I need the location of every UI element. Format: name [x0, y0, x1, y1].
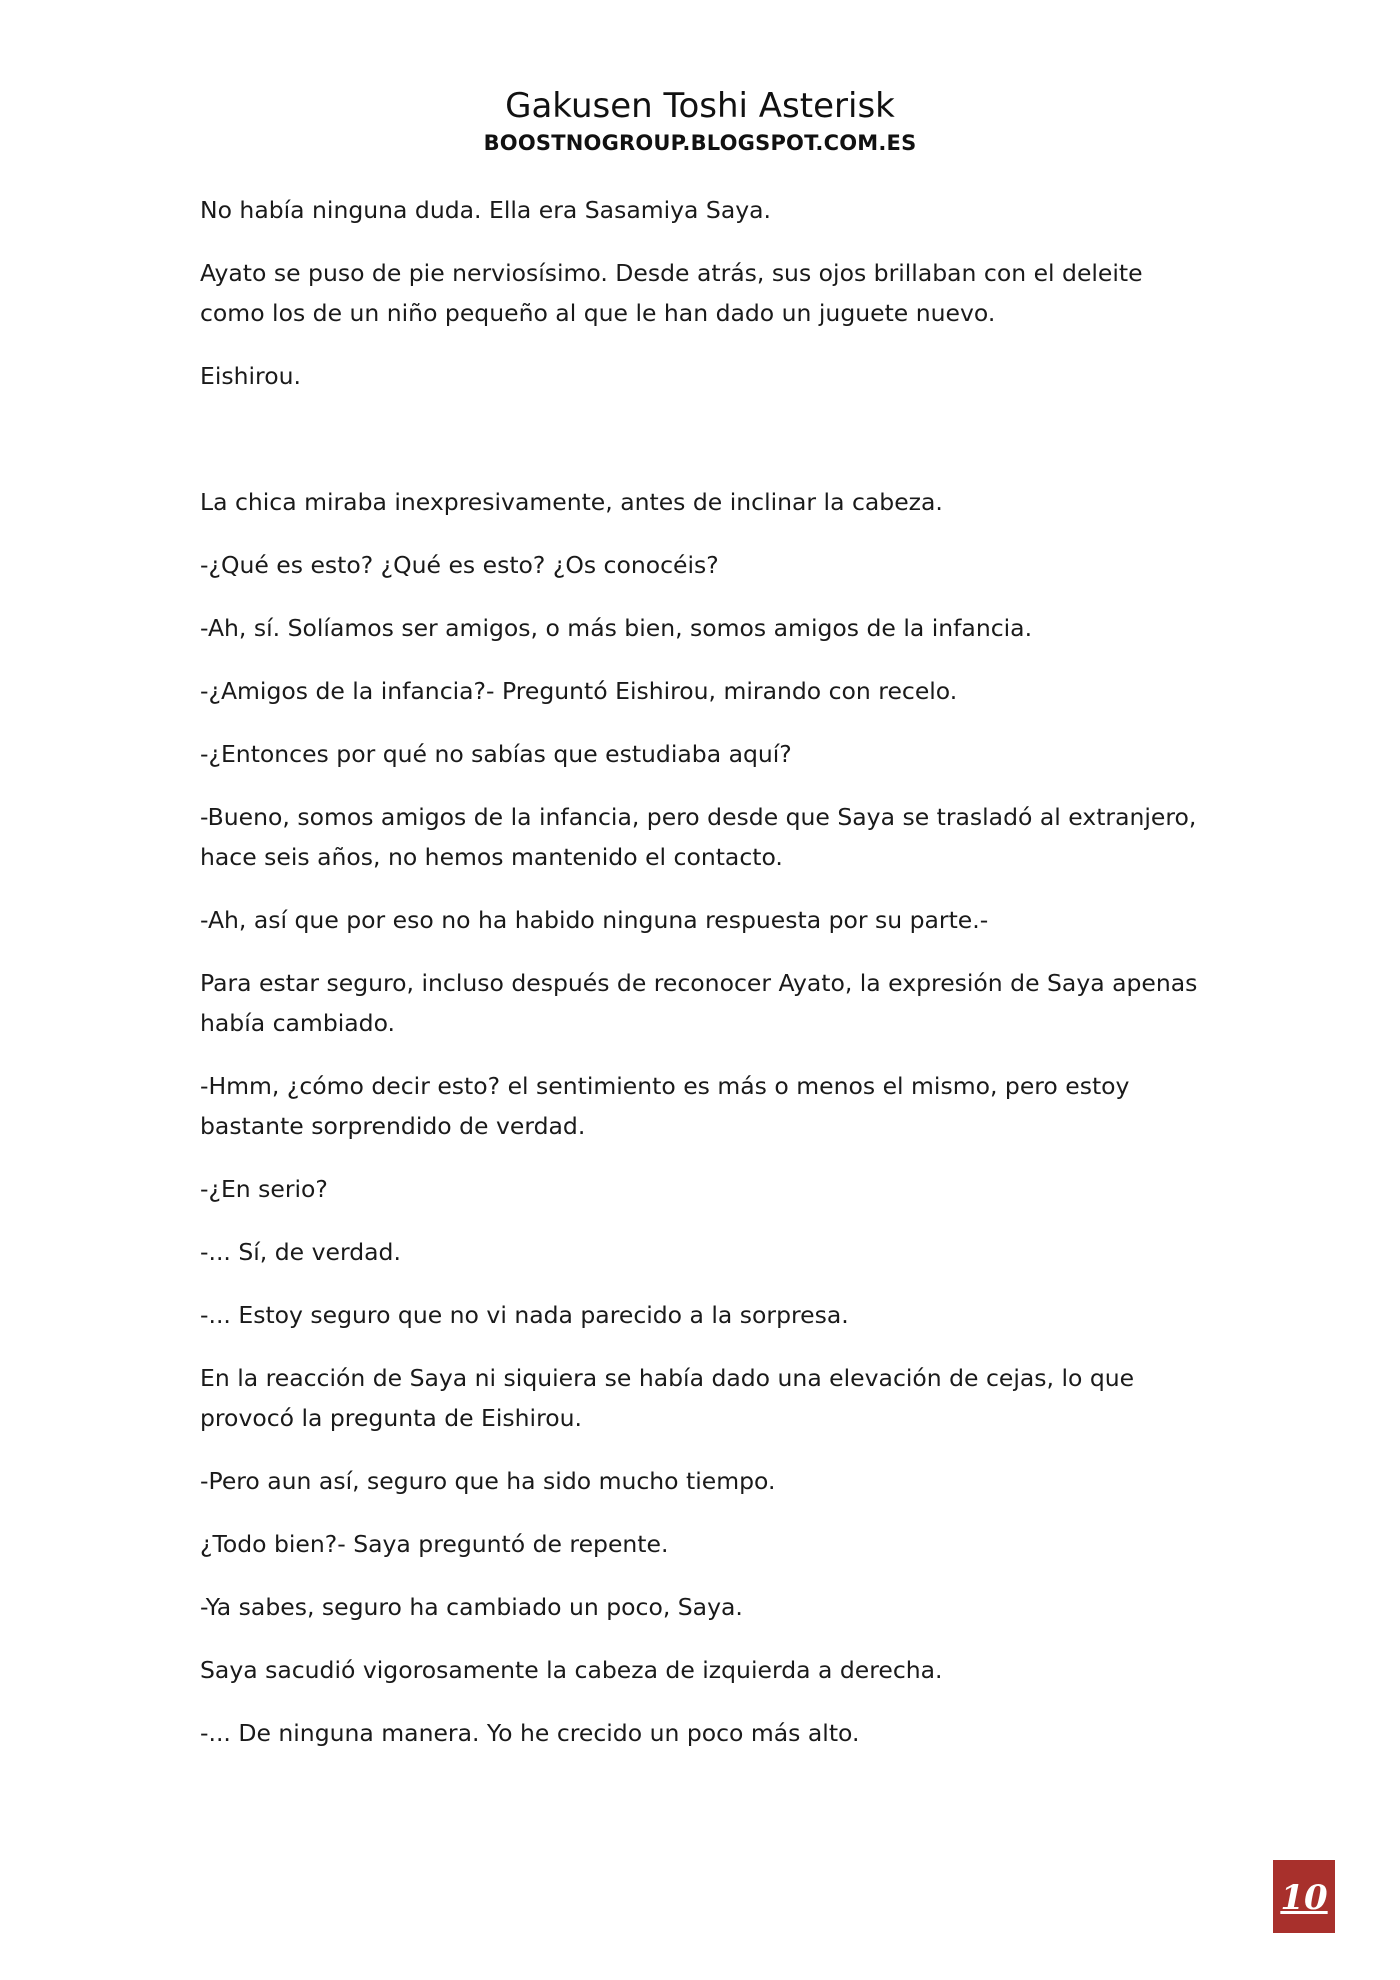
paragraph: -... Estoy seguro que no vi nada parecido a la sorpresa.: [200, 1301, 849, 1329]
paragraph: Ayato se puso de pie nerviosísimo. Desde atrás, sus ojos brillaban con el deleite como los de un niño pequeño al que le han dado un juguete nuevo.: [200, 259, 1143, 327]
paragraph: En la reacción de Saya ni siquiera se había dado una elevación de cejas, lo que provocó la pregunta de Eishirou.: [200, 1364, 1135, 1432]
paragraph: ¿Todo bien?- Saya preguntó de repente.: [200, 1530, 669, 1558]
paragraph: -Ya sabes, seguro ha cambiado un poco, Saya.: [200, 1593, 743, 1621]
paragraph: -¿Amigos de la infancia?- Preguntó Eishirou, mirando con recelo.: [200, 677, 958, 705]
paragraph: La chica miraba inexpresivamente, antes de inclinar la cabeza.: [200, 488, 943, 516]
book-title: Gakusen Toshi Asterisk: [505, 86, 895, 126]
body-text: [200, 190, 1210, 1776]
paragraph: Saya sacudió vigorosamente la cabeza de izquierda a derecha.: [200, 1656, 943, 1684]
blank-space: [200, 419, 1210, 482]
paragraph: -¿Qué es esto? ¿Qué es esto? ¿Os conocéis?: [200, 551, 719, 579]
page-number-badge: 10: [1273, 1860, 1335, 1933]
paragraph: Para estar seguro, incluso después de reconocer Ayato, la expresión de Saya apenas había cambiado.: [200, 969, 1198, 1037]
paragraph: -Bueno, somos amigos de la infancia, pero desde que Saya se trasladó al extranjero, hace seis años, no hemos mantenido el contacto.: [200, 803, 1197, 871]
paragraph: -Ah, sí. Solíamos ser amigos, o más bien, somos amigos de la infancia.: [200, 614, 1033, 642]
paragraph: -... De ninguna manera. Yo he crecido un poco más alto.: [200, 1719, 860, 1747]
paragraph: No había ninguna duda. Ella era Sasamiya Saya.: [200, 196, 772, 224]
paragraph: -¿En serio?: [200, 1175, 328, 1203]
paragraph: -Pero aun así, seguro que ha sido mucho tiempo.: [200, 1467, 776, 1495]
paragraph: -Hmm, ¿cómo decir esto? el sentimiento es más o menos el mismo, pero estoy bastante sorprendido de verdad.: [200, 1072, 1130, 1140]
site-url: BOOSTNOGROUP.BLOGSPOT.COM.ES: [483, 131, 917, 155]
paragraph: -¿Entonces por qué no sabías que estudiaba aquí?: [200, 740, 792, 768]
paragraph: Eishirou.: [200, 362, 301, 390]
page-header: [0, 84, 1400, 158]
paragraph: -Ah, así que por eso no ha habido ninguna respuesta por su parte.-: [200, 906, 989, 934]
paragraph: -... Sí, de verdad.: [200, 1238, 401, 1266]
